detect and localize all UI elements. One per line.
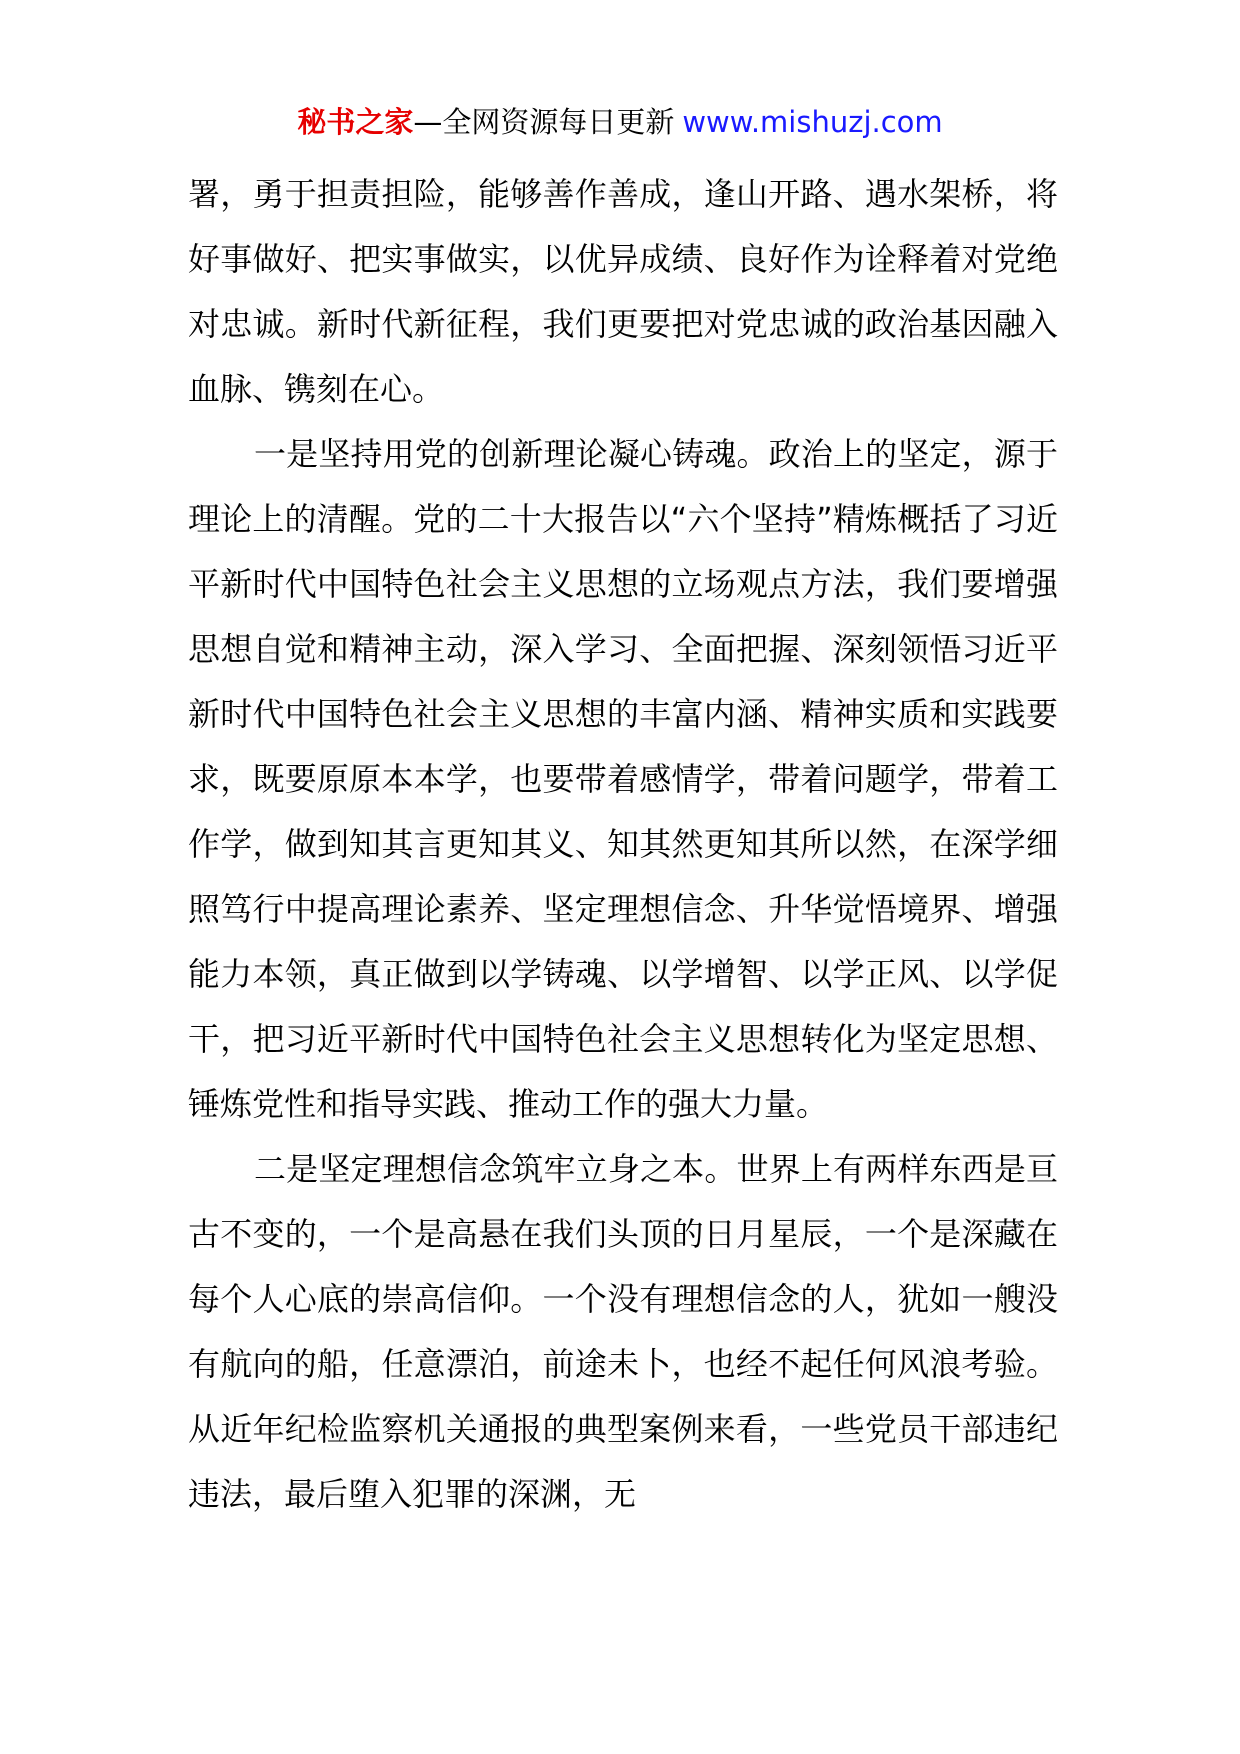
watermark-header xyxy=(0,102,1240,142)
paragraph-point-two: 二是坚定理想信念筑牢立身之本。世界上有两样东西是亘古不变的，一个是高悬在我们头顶的日月星辰，一个是深藏在每个人心底的崇高信仰。一个没有理想信念的人，犹如一艘没有航向的船，任意漂泊，前途未卜，也经不起任何风浪考验。从近年纪检监察机关通报的典型案例来看，一些党员干部违纪违法，最后堕入犯罪的深渊，无 xyxy=(188,1150,1058,1513)
document-body xyxy=(188,162,1058,1527)
header-tagline: —全网资源每日更新 xyxy=(413,105,675,139)
site-url: www.mishuzj.com xyxy=(682,105,943,139)
paragraph-point-one: 一是坚持用党的创新理论凝心铸魂。政治上的坚定，源于理论上的清醒。党的二十大报告以“六个坚持”精炼概括了习近平新时代中国特色社会主义思想的立场观点方法，我们要增强思想自觉和精神主动，深入学习、全面把握、深刻领悟习近平新时代中国特色社会主义思想的丰富内涵、精神实质和实践要求，既要原原本本学，也要带着感情学，带着问题学，带着工作学，做到知其言更知其义、知其然更知其所以然，在深学细照笃行中提高理论素养、坚定理想信念、升华觉悟境界、增强能力本领，真正做到以学铸魂、以学增智、以学正风、以学促干，把习近平新时代中国特色社会主义思想转化为坚定思想、锤炼党性和指导实践、推动工作的强大力量。 xyxy=(188,435,1058,1123)
brand-name: 秘书之家 xyxy=(297,105,414,139)
paragraph-continuation: 署，勇于担责担险，能够善作善成，逢山开路、遇水架桥，将好事做好、把实事做实，以优异成绩、良好作为诠释着对党绝对忠诚。新时代新征程，我们更要把对党忠诚的政治基因融入血脉、镌刻在心。 xyxy=(188,175,1058,408)
